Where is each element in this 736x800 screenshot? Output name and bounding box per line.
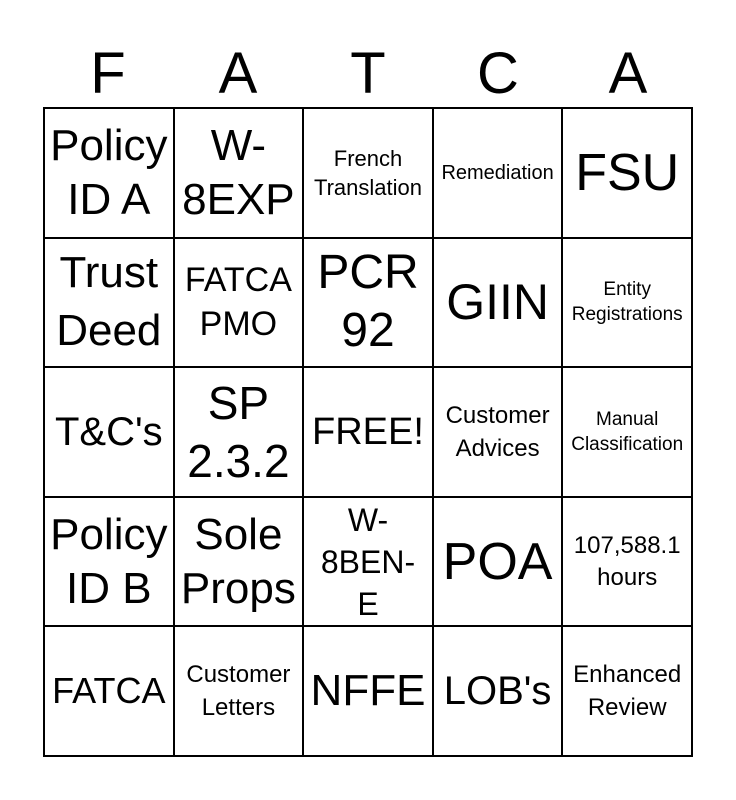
cell-text: Trust Deed (56, 248, 162, 356)
bingo-cell[interactable] (174, 238, 304, 368)
bingo-cell[interactable] (562, 238, 692, 368)
cell-text: T&C's (54, 409, 163, 454)
cell-text: FATCA PMO (184, 261, 292, 344)
header-letter-1: F (90, 41, 126, 106)
bingo-cell[interactable] (303, 626, 433, 756)
bingo-cell[interactable] (433, 497, 563, 627)
bingo-cell[interactable] (44, 626, 174, 756)
cell-text: Enhanced Review (573, 661, 682, 722)
bingo-cell[interactable] (174, 367, 304, 497)
bingo-cell[interactable] (433, 626, 563, 756)
bingo-cell free-space[interactable] (303, 367, 433, 497)
bingo-board (43, 107, 693, 757)
bingo-cell[interactable] (44, 367, 174, 497)
bingo-cell[interactable] (562, 497, 692, 627)
header-letter-2: A (218, 41, 258, 106)
cell-text: Manual Classification (571, 408, 684, 455)
bingo-cell[interactable] (433, 238, 563, 368)
bingo-cell[interactable] (433, 367, 563, 497)
bingo-cell[interactable] (562, 108, 692, 238)
cell-text: POA (442, 532, 553, 591)
bingo-cell[interactable] (44, 238, 174, 368)
bingo-cell[interactable] (174, 108, 304, 238)
header-letter-5: A (608, 41, 648, 106)
cell-text: Customer Letters (186, 661, 291, 722)
bingo-cell[interactable] (303, 497, 433, 627)
bingo-cell[interactable] (44, 108, 174, 238)
header-letter-4: C (477, 41, 519, 106)
cell-text: Policy ID B (50, 509, 168, 613)
cell-text: FATCA (52, 670, 166, 712)
cell-text: FSU (575, 143, 680, 202)
bingo-cell[interactable] (303, 108, 433, 238)
cell-text: W-8BEN-E (320, 501, 416, 622)
cell-text: Remediation (441, 161, 554, 184)
cell-text: FREE! (312, 410, 424, 453)
cell-text: Policy ID A (50, 120, 168, 224)
cell-text: PCR 92 (317, 246, 419, 358)
bingo-cell[interactable] (562, 367, 692, 497)
bingo-cell[interactable] (303, 238, 433, 368)
bingo-header (43, 40, 693, 108)
bingo-cell[interactable] (433, 108, 563, 238)
bingo-cell[interactable] (174, 626, 304, 756)
cell-text: GIIN (446, 274, 549, 331)
cell-text: Entity Registrations (571, 279, 683, 326)
cell-text: NFFE (310, 666, 426, 716)
header-letter-3: T (350, 41, 386, 106)
cell-text: LOB's (443, 669, 552, 714)
bingo-cell[interactable] (174, 497, 304, 627)
cell-text: Sole Props (180, 509, 296, 613)
cell-text: Customer Advices (445, 401, 550, 462)
cell-text: French Translation (313, 145, 422, 200)
cell-text: 107,588.1 hours (573, 531, 681, 591)
bingo-cell[interactable] (44, 497, 174, 627)
cell-text: W-8EXP (182, 120, 295, 224)
bingo-cell[interactable] (562, 626, 692, 756)
cell-text: SP 2.3.2 (187, 376, 290, 487)
